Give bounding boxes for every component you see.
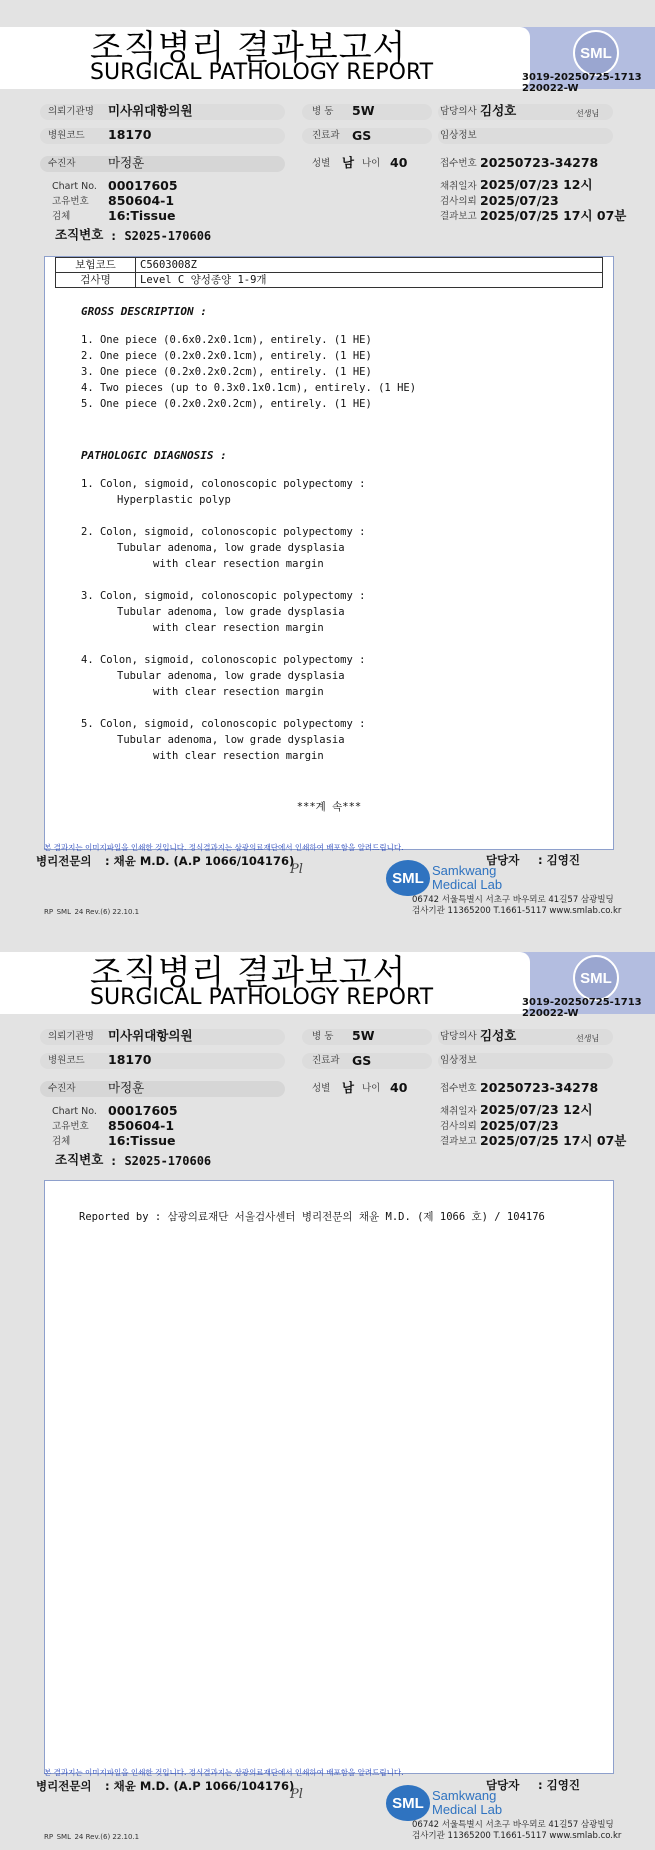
label-specimen: 검체 <box>52 211 71 222</box>
value-hospcode: 18170 <box>108 127 152 142</box>
value-request: 2025/07/23 <box>480 1118 559 1133</box>
value-chart: 00017605 <box>108 178 178 193</box>
value-dept: GS <box>352 1053 372 1068</box>
label-result: 결과보고 <box>440 211 477 222</box>
sml-logo-icon: SML <box>573 30 619 76</box>
label-chart: Chart No. <box>52 1106 97 1117</box>
label-result: 결과보고 <box>440 1136 477 1147</box>
table-row <box>56 258 603 273</box>
report-reference: 3019-20250725-1713 220022-W <box>522 72 642 94</box>
value-receipt: 20250723-34278 <box>480 155 599 170</box>
staff-label: 담당자 <box>486 853 520 867</box>
signature-mark: Pl <box>290 862 303 877</box>
value-ward: 5W <box>352 103 375 118</box>
label-doctor: 담당의사 <box>440 1031 477 1042</box>
title-english: SURGICAL PATHOLOGY REPORT <box>90 60 434 85</box>
report-page-2 <box>0 925 655 1840</box>
label-ward: 병 동 <box>312 106 334 117</box>
value-hospital: 미사위대항의원 <box>108 103 193 118</box>
doctor-suffix: 선생님 <box>576 109 600 118</box>
label-hospcode: 병원코드 <box>48 1055 85 1066</box>
signature-mark: Pl <box>290 1787 303 1802</box>
label-receipt: 접수번호 <box>440 1083 477 1094</box>
diagnosis-margin: with clear resection margin <box>153 558 324 570</box>
report-body <box>44 1180 614 1774</box>
value-doctor: 김성호 <box>480 103 517 118</box>
gross-line: 1. One piece (0.6x0.2x0.1cm), entirely. (1 HE) <box>81 334 372 346</box>
lab-logo-icon: SML <box>386 860 430 896</box>
label-tissue: 조직변호 <box>55 1152 104 1167</box>
label-dept: 진료과 <box>312 1055 340 1066</box>
label-doctor: 담당의사 <box>440 106 477 117</box>
label-hospcode: 병원코드 <box>48 130 85 141</box>
label-clinical: 임상정보 <box>440 130 477 141</box>
label-age: 나이 <box>362 1083 381 1094</box>
value-hospital: 미사위대항의원 <box>108 1028 193 1043</box>
diagnosis-title: PATHOLOGIC DIAGNOSIS : <box>81 449 227 462</box>
value-collect: 2025/07/23 12시 <box>480 1102 593 1117</box>
test-name-label: 검사명 <box>56 273 136 288</box>
diagnosis-site: 5. Colon, sigmoid, colonoscopic polypectomy : <box>81 718 366 730</box>
title-english: SURGICAL PATHOLOGY REPORT <box>90 985 434 1010</box>
pathologist-name: : 채윤 M.D. (A.P 1066/104176) <box>105 1779 295 1793</box>
label-chart: Chart No. <box>52 181 97 192</box>
value-ward: 5W <box>352 1028 375 1043</box>
label-clinical: 임상정보 <box>440 1055 477 1066</box>
report-body <box>44 256 614 850</box>
value-doctor: 김성호 <box>480 1028 517 1043</box>
title-korean: 조직병리 결과보고서 <box>90 953 407 993</box>
diagnosis-margin: with clear resection margin <box>153 686 324 698</box>
sml-logo-icon: SML <box>573 955 619 1001</box>
reported-by: Reported by : 삼광의료재단 서울검사센터 병리전문의 채윤 M.D. (제 1066 호) / 104176 <box>79 1211 545 1223</box>
staff-name: : 김영진 <box>538 1778 580 1792</box>
label-tissue: 조직변호 <box>55 227 104 242</box>
value-receipt: 20250723-34278 <box>480 1080 599 1095</box>
report-page-1 <box>0 0 655 915</box>
value-tissue: : S2025-170606 <box>110 229 212 243</box>
pathologist-label: 병리전문의 <box>36 854 92 868</box>
staff-name: : 김영진 <box>538 853 580 867</box>
lab-logo-icon: SML <box>386 1785 430 1821</box>
gross-line: 2. One piece (0.2x0.2x0.1cm), entirely. (1 HE) <box>81 350 372 362</box>
diagnosis-site: 2. Colon, sigmoid, colonoscopic polypectomy : <box>81 526 366 538</box>
label-sex: 성별 <box>312 1083 331 1094</box>
pathologist-label: 병리전문의 <box>36 1779 92 1793</box>
gross-line: 5. One piece (0.2x0.2x0.2cm), entirely. (1 HE) <box>81 398 372 410</box>
pill-patient <box>40 156 285 172</box>
gross-line: 3. One piece (0.2x0.2x0.2cm), entirely. (1 HE) <box>81 366 372 378</box>
label-dept: 진료과 <box>312 130 340 141</box>
gross-title: GROSS DESCRIPTION : <box>81 305 207 318</box>
value-id: 850604-1 <box>108 1118 175 1133</box>
lab-license: 검사기관 11365200 T.1661-5117 www.smlab.co.kr <box>412 1831 622 1840</box>
value-sex: 남 <box>342 1080 355 1095</box>
label-request: 검사의뢰 <box>440 196 477 207</box>
test-name: Level C 양성종양 1-9개 <box>136 273 603 288</box>
lab-address: 06742 서울특별시 서초구 바우뫼로 41길57 삼광빌딩 <box>412 1820 614 1830</box>
insurance-table <box>55 257 603 288</box>
label-hospital: 의뢰기관명 <box>48 106 94 117</box>
pathologist-name: : 채윤 M.D. (A.P 1066/104176) <box>105 854 295 868</box>
label-patient: 수진자 <box>48 158 76 169</box>
value-result: 2025/07/25 17시 07분 <box>480 208 627 223</box>
gross-line: 4. Two pieces (up to 0.3x0.1x0.1cm), entirely. (1 HE) <box>81 382 417 394</box>
diagnosis-site: 4. Colon, sigmoid, colonoscopic polypectomy : <box>81 654 366 666</box>
lab-name: Samkwang Medical Lab <box>432 1788 503 1817</box>
label-ward: 병 동 <box>312 1031 334 1042</box>
value-specimen: 16:Tissue <box>108 1133 176 1148</box>
value-patient: 마정훈 <box>108 1080 145 1095</box>
value-specimen: 16:Tissue <box>108 208 176 223</box>
label-patient: 수진자 <box>48 1083 76 1094</box>
diagnosis-site: 1. Colon, sigmoid, colonoscopic polypectomy : <box>81 478 366 490</box>
value-dept: GS <box>352 128 372 143</box>
diagnosis-finding: Tubular adenoma, low grade dysplasia <box>117 734 345 746</box>
label-sex: 성별 <box>312 158 331 169</box>
doctor-suffix: 선생님 <box>576 1034 600 1043</box>
label-collect: 채취일자 <box>440 1106 477 1117</box>
value-collect: 2025/07/23 12시 <box>480 177 593 192</box>
label-collect: 채취일자 <box>440 181 477 192</box>
diagnosis-margin: with clear resection margin <box>153 622 324 634</box>
value-patient: 마정훈 <box>108 155 145 170</box>
value-id: 850604-1 <box>108 193 175 208</box>
value-request: 2025/07/23 <box>480 193 559 208</box>
lab-address: 06742 서울특별시 서초구 바우뫼로 41길57 삼광빌딩 <box>412 895 614 905</box>
diagnosis-finding: Tubular adenoma, low grade dysplasia <box>117 606 345 618</box>
print-notice: 본 결과지는 이미지파일을 인쇄한 것입니다. 정식결과지는 삼광의료재단에서 인쇄하여 배포함을 알려드립니다. <box>44 1768 404 1777</box>
value-result: 2025/07/25 17시 07분 <box>480 1133 627 1148</box>
staff-label: 담당자 <box>486 1778 520 1792</box>
label-receipt: 접수번호 <box>440 158 477 169</box>
label-specimen: 검체 <box>52 1136 71 1147</box>
diagnosis-margin: with clear resection margin <box>153 750 324 762</box>
diagnosis-finding: Tubular adenoma, low grade dysplasia <box>117 670 345 682</box>
insurance-code: C5603008Z <box>136 258 603 273</box>
value-age: 40 <box>390 155 408 170</box>
value-sex: 남 <box>342 155 355 170</box>
label-hospital: 의뢰기관명 <box>48 1031 94 1042</box>
diagnosis-site: 3. Colon, sigmoid, colonoscopic polypectomy : <box>81 590 366 602</box>
diagnosis-finding: Tubular adenoma, low grade dysplasia <box>117 542 345 554</box>
value-hospcode: 18170 <box>108 1052 152 1067</box>
continued-marker: ***계 속*** <box>296 801 362 813</box>
table-row <box>56 273 603 288</box>
lab-license: 검사기관 11365200 T.1661-5117 www.smlab.co.kr <box>412 906 622 915</box>
lab-name: Samkwang Medical Lab <box>432 863 503 892</box>
value-tissue: : S2025-170606 <box>110 1154 212 1168</box>
value-chart: 00017605 <box>108 1103 178 1118</box>
value-age: 40 <box>390 1080 408 1095</box>
report-reference: 3019-20250725-1713 220022-W <box>522 997 642 1019</box>
title-korean: 조직병리 결과보고서 <box>90 28 407 68</box>
form-revision: RP_SML_24 Rev.(6) 22.10.1 <box>44 908 140 915</box>
label-id: 고유번호 <box>52 1121 89 1132</box>
label-id: 고유번호 <box>52 196 89 207</box>
diagnosis-finding: Hyperplastic polyp <box>117 494 231 506</box>
print-notice: 본 결과지는 이미지파일을 인쇄한 것입니다. 정식결과지는 삼광의료재단에서 인쇄하여 배포함을 알려드립니다. <box>44 843 404 852</box>
insurance-code-label: 보험코드 <box>56 258 136 273</box>
pill-patient <box>40 1081 285 1097</box>
label-request: 검사의뢰 <box>440 1121 477 1132</box>
label-age: 나이 <box>362 158 381 169</box>
form-revision: RP_SML_24 Rev.(6) 22.10.1 <box>44 1833 140 1840</box>
